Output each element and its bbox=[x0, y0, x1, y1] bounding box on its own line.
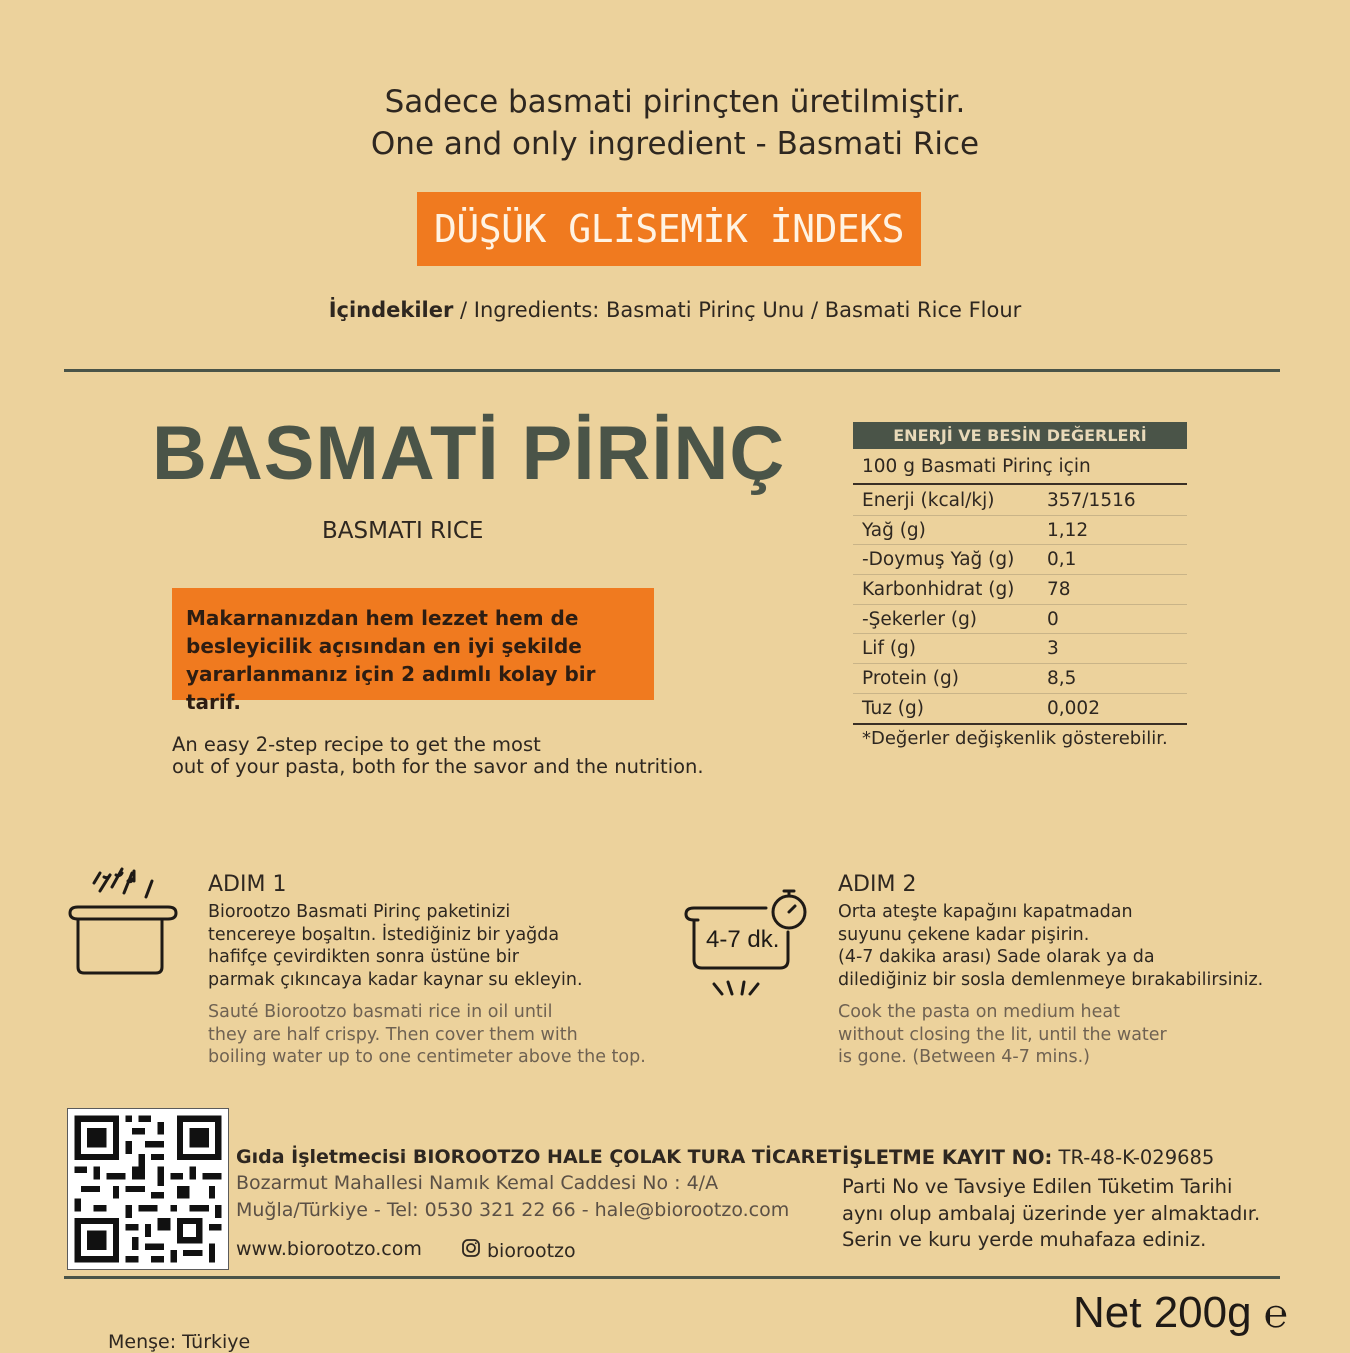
pot-time-label: 4-7 dk. bbox=[706, 926, 780, 953]
step1-en-line: Sauté Biorootzo basmati rice in oil until bbox=[208, 1002, 553, 1022]
nutrition-row bbox=[853, 693, 1187, 723]
recipe-english bbox=[172, 734, 772, 778]
nutrition-label: Yağ (g) bbox=[853, 515, 1047, 545]
nutrition-table bbox=[853, 486, 1187, 725]
ingredients-line bbox=[0, 298, 1350, 322]
instagram-handle: biorootzo bbox=[487, 1239, 576, 1262]
nutrition-value: 3 bbox=[1047, 634, 1187, 664]
nutrition-row bbox=[853, 604, 1187, 634]
nutrition-header: ENERJİ VE BESİN DEĞERLERİ bbox=[853, 422, 1187, 449]
registration-label: İŞLETME KAYIT NO: bbox=[842, 1146, 1053, 1169]
step2-tr-line: suyunu çekene kadar pişirin. bbox=[838, 924, 1090, 945]
nutrition-value: 0,1 bbox=[1047, 545, 1187, 575]
product-subtitle: BASMATI RICE bbox=[322, 518, 484, 544]
step2-tr-line: Orta ateşte kapağını kapatmadan bbox=[838, 902, 1133, 922]
company-contact: Muğla/Türkiye - Tel: 0530 321 22 66 - hale@biorootzo.com bbox=[236, 1199, 790, 1221]
company-name: Gıda İşletmecisi BIOROOTZO HALE ÇOLAK TURA TİCARET bbox=[236, 1146, 842, 1168]
nutrition-value: 78 bbox=[1047, 575, 1187, 605]
nutrition-value: 0,002 bbox=[1047, 693, 1187, 723]
divider-bottom bbox=[64, 1276, 1280, 1279]
registration-value: TR-48-K-029685 bbox=[1052, 1146, 1215, 1169]
nutrition-label: Enerji (kcal/kj) bbox=[853, 486, 1047, 515]
nutrition-label: Lif (g) bbox=[853, 634, 1047, 664]
storage-line: Serin ve kuru yerde muhafaza ediniz. bbox=[842, 1228, 1207, 1251]
step1-en-line: they are half crispy. Then cover them with bbox=[208, 1024, 578, 1045]
nutrition-value: 1,12 bbox=[1047, 515, 1187, 545]
nutrition-label: Tuz (g) bbox=[853, 693, 1047, 723]
instagram-link[interactable] bbox=[461, 1238, 576, 1263]
step1-instructions-tr bbox=[208, 901, 648, 991]
step2-en-line: is gone. (Between 4-7 mins.) bbox=[838, 1047, 1090, 1067]
low-glycemic-badge: DÜŞÜK GLİSEMİK İNDEKS bbox=[417, 192, 921, 266]
step2-instructions-en bbox=[838, 1001, 1298, 1069]
step2-title: ADIM 2 bbox=[838, 872, 917, 897]
nutrition-label: Karbonhidrat (g) bbox=[853, 575, 1047, 605]
net-weight-text: Net 200g bbox=[1073, 1288, 1252, 1337]
nutrition-label: -Şekerler (g) bbox=[853, 604, 1047, 634]
nutrition-value: 357/1516 bbox=[1047, 486, 1187, 515]
product-title: BASMATİ PİRİNÇ bbox=[152, 411, 786, 496]
step1-tr-line: tencereye boşaltın. İstediğiniz bir yağda bbox=[208, 924, 560, 945]
recipe-callout: Makarnanızdan hem lezzet hem de besleyicilik açısından en iyi şekilde yararlanmanız için 2 adımlı kolay bir tarif. bbox=[172, 588, 654, 700]
recipe-english-line: An easy 2-step recipe to get the most bbox=[172, 733, 541, 756]
nutrition-row bbox=[853, 545, 1187, 575]
nutrition-basis: 100 g Basmati Pirinç için bbox=[862, 456, 1091, 477]
nutrition-label: -Doymuş Yağ (g) bbox=[853, 545, 1047, 575]
tagline-english: One and only ingredient - Basmati Rice bbox=[370, 126, 980, 162]
pot-with-pasta-icon bbox=[64, 857, 184, 983]
step2-instructions-tr bbox=[838, 901, 1308, 991]
storage-info bbox=[842, 1174, 1312, 1254]
step1-tr-line: hafifçe çevirdikten sonra üstüne bir bbox=[208, 947, 519, 967]
nutrition-value: 0 bbox=[1047, 604, 1187, 634]
nutrition-row bbox=[853, 575, 1187, 605]
step1-title: ADIM 1 bbox=[208, 872, 287, 897]
recipe-english-line: out of your pasta, both for the savor and the nutrition. bbox=[172, 755, 704, 778]
company-address: Bozarmut Mahallesi Namık Kemal Caddesi No : 4/A bbox=[236, 1172, 719, 1194]
nutrition-note: *Değerler değişkenlik gösterebilir. bbox=[862, 728, 1168, 749]
step2-tr-line: dilediğiniz bir sosla demlenmeye bırakabilirsiniz. bbox=[838, 969, 1264, 990]
ingredients-label: İçindekiler bbox=[328, 298, 454, 322]
qr-code[interactable] bbox=[67, 1108, 229, 1270]
tagline-turkish: Sadece basmati pirinçten üretilmiştir. bbox=[384, 84, 966, 120]
step2-en-line: Cook the pasta on medium heat bbox=[838, 1002, 1120, 1022]
nutrition-label: Protein (g) bbox=[853, 664, 1047, 694]
nutrition-divider bbox=[853, 483, 1187, 485]
ingredients-text: / Ingredients: Basmati Pirinç Unu / Basmati Rice Flour bbox=[453, 298, 1022, 322]
pot-with-timer-icon bbox=[682, 888, 812, 1002]
registration-number bbox=[842, 1146, 1214, 1169]
nutrition-row bbox=[853, 515, 1187, 545]
estimated-sign-icon: ℮ bbox=[1263, 1292, 1288, 1336]
instagram-icon bbox=[461, 1238, 481, 1263]
storage-line: Parti No ve Tavsiye Edilen Tüketim Tarihi bbox=[842, 1175, 1233, 1198]
divider-top bbox=[64, 369, 1280, 372]
step1-en-line: boiling water up to one centimeter above the top. bbox=[208, 1047, 646, 1067]
nutrition-row bbox=[853, 634, 1187, 664]
net-weight bbox=[1073, 1288, 1288, 1338]
step1-tr-line: Biorootzo Basmati Pirinç paketinizi bbox=[208, 902, 511, 922]
step1-instructions-en bbox=[208, 1001, 668, 1069]
nutrition-row bbox=[853, 664, 1187, 694]
step1-tr-line: parmak çıkıncaya kadar kaynar su ekleyin. bbox=[208, 969, 583, 990]
step2-en-line: without closing the lit, until the water bbox=[838, 1024, 1167, 1045]
website-link[interactable]: www.biorootzo.com bbox=[236, 1238, 422, 1260]
nutrition-row bbox=[853, 486, 1187, 515]
storage-line: aynı olup ambalaj üzerinde yer almaktadır. bbox=[842, 1201, 1261, 1225]
nutrition-value: 8,5 bbox=[1047, 664, 1187, 694]
step2-tr-line: (4-7 dakika arası) Sade olarak ya da bbox=[838, 947, 1155, 967]
origin-label: Menşe: Türkiye bbox=[108, 1331, 251, 1353]
